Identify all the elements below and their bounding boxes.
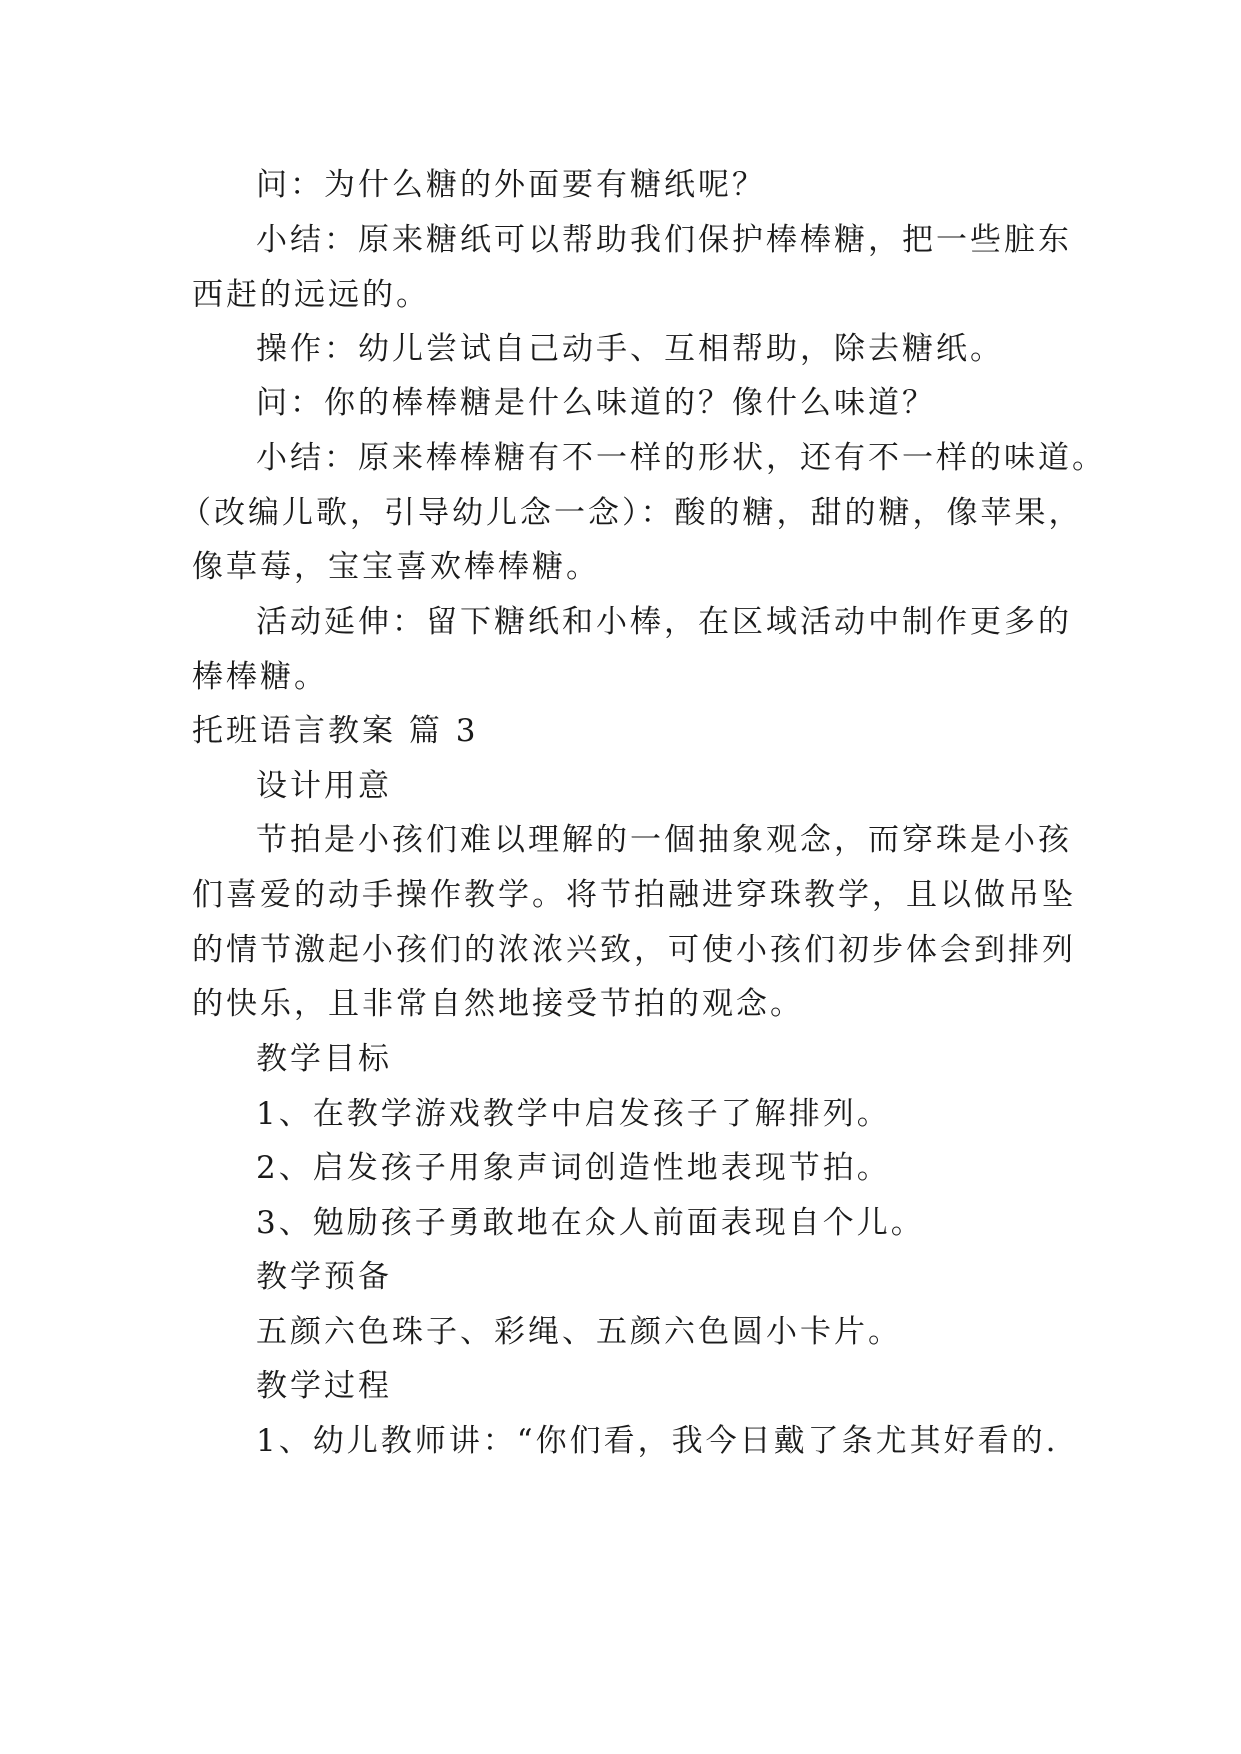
paragraph-line: 问：你的棒棒糖是什么味道的？像什么味道？ bbox=[256, 385, 936, 421]
paragraph-line: 小结：原来糖纸可以帮助我们保护棒棒糖，把一些脏东 bbox=[256, 222, 1072, 258]
list-item: 3、勉励孩子勇敢地在众人前面表现自个儿。 bbox=[256, 1205, 925, 1241]
paragraph-line: 五颜六色珠子、彩绳、五颜六色圆小卡片。 bbox=[256, 1314, 902, 1350]
paragraph-line: 像草莓，宝宝喜欢棒棒糖。 bbox=[192, 549, 600, 585]
paragraph-line: 问：为什么糖的外面要有糖纸呢？ bbox=[256, 167, 766, 203]
paragraph-line: （改编儿歌，引导幼儿念一念）：酸的糖，甜的糖，像苹果， bbox=[180, 495, 1083, 531]
paragraph-line: 棒棒糖。 bbox=[192, 659, 328, 695]
list-item: 1、在教学游戏教学中启发孩子了解排列。 bbox=[256, 1096, 891, 1132]
section-heading: 托班语言教案 篇 3 bbox=[192, 713, 479, 749]
paragraph-line: 活动延伸：留下糖纸和小棒，在区域活动中制作更多的 bbox=[256, 604, 1072, 640]
subheading: 教学目标 bbox=[256, 1041, 392, 1077]
paragraph-line: 小结：原来棒棒糖有不一样的形状，还有不一样的味道。 bbox=[256, 440, 1106, 476]
subheading: 设计用意 bbox=[256, 768, 392, 804]
paragraph-line: 操作：幼儿尝试自己动手、互相帮助，除去糖纸。 bbox=[256, 331, 1004, 367]
paragraph-line: 的快乐，且非常自然地接受节拍的观念。 bbox=[192, 986, 804, 1022]
list-item: 1、幼儿教师讲：“你们看，我今日戴了条尤其好看的. bbox=[256, 1423, 1059, 1459]
subheading: 教学预备 bbox=[256, 1259, 392, 1295]
paragraph-line: 节拍是小孩们难以理解的一個抽象观念，而穿珠是小孩 bbox=[256, 822, 1072, 858]
subheading: 教学过程 bbox=[256, 1368, 392, 1404]
paragraph-line: 的情节激起小孩们的浓浓兴致，可使小孩们初步体会到排列 bbox=[192, 932, 1076, 968]
paragraph-line: 西赶的远远的。 bbox=[192, 277, 430, 313]
paragraph-line: 们喜爱的动手操作教学。将节拍融进穿珠教学，且以做吊坠 bbox=[192, 877, 1076, 913]
list-item: 2、启发孩子用象声词创造性地表现节拍。 bbox=[256, 1150, 891, 1186]
